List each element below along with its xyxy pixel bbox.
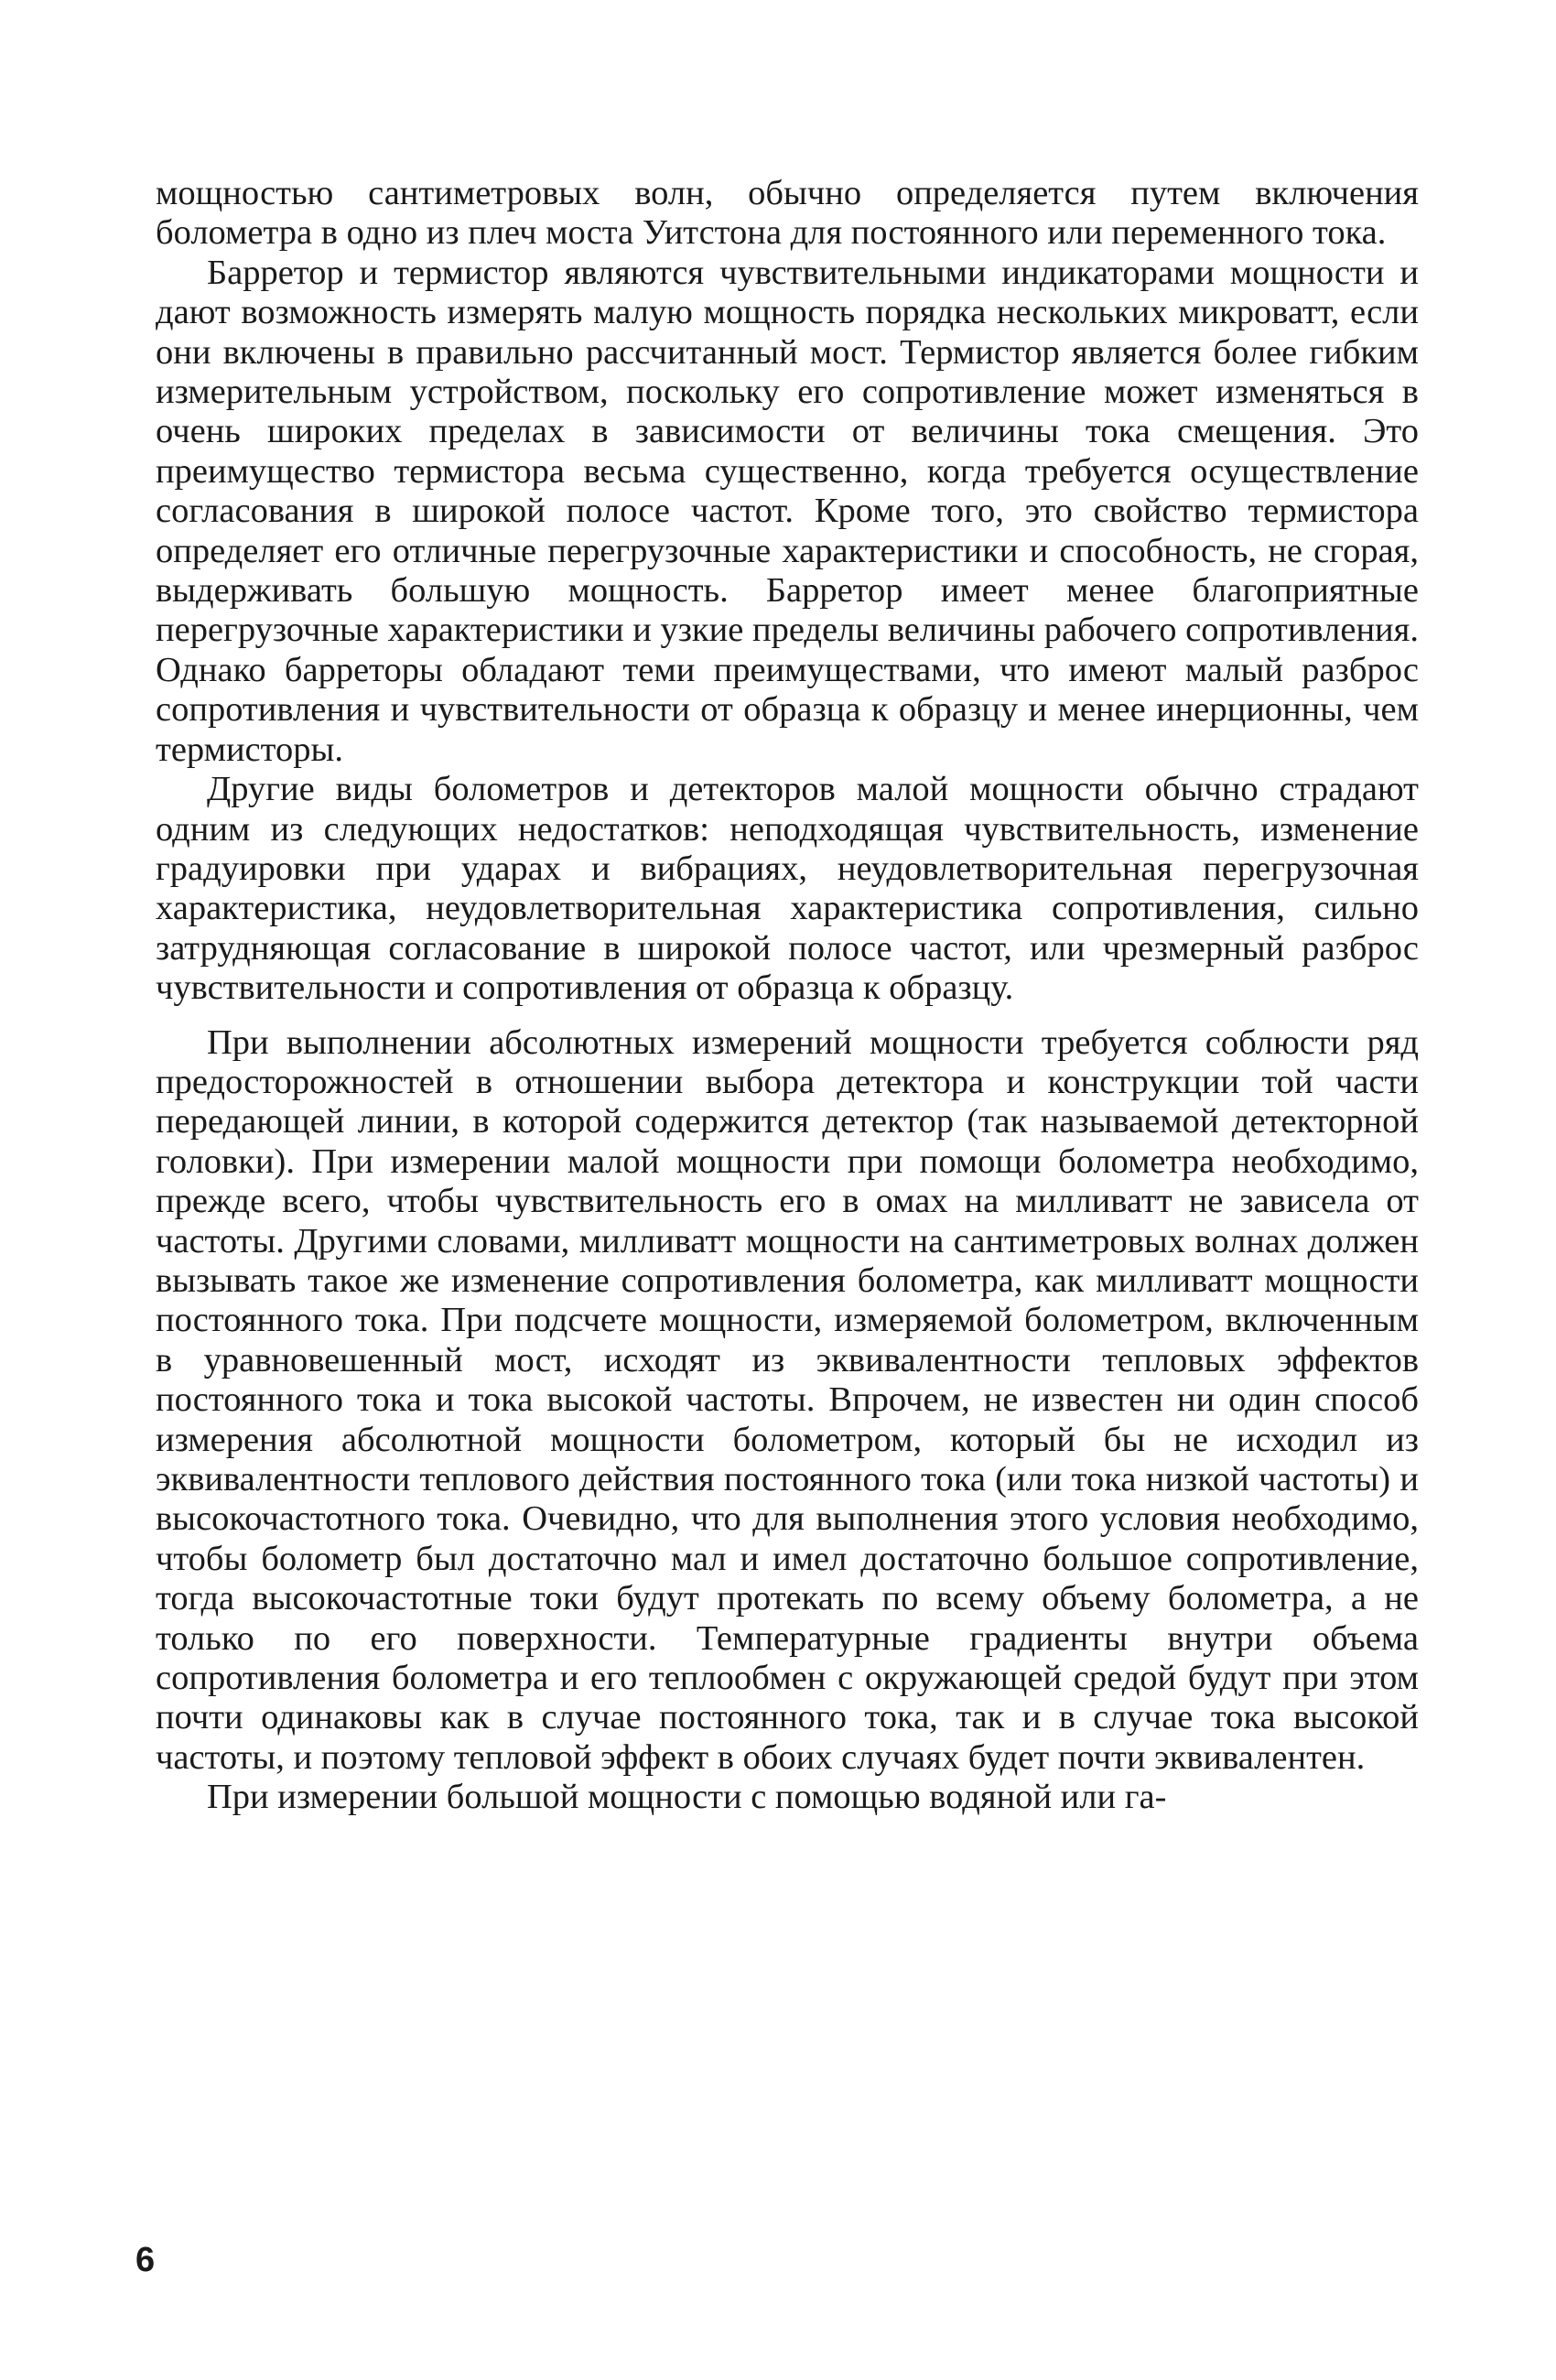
paragraph-2: Барретор и термистор являются чувствительными индикаторами мощности и дают возможность измерять малую мощность порядка нескольких микроватт, если они включены в правильно рассчитанный мост. Термистор является более гибким измерительным устройством, поскольку его сопротивление может изменяться в очень широких пределах в зависимости от величины тока смещения. Это преимущество термистора весьма существенно, когда требуется осуществление согласования в широкой полосе частот. Кроме того, это свойство термистора определяет его отличные перегрузочные характеристики и способность, не сгорая, выдерживать большую мощность. Барретор имеет менее благоприятные перегрузочные характеристики и узкие пределы величины рабочего сопротивления. Однако барреторы обладают теми преимуществами, что имеют малый разброс сопротивления и чувствительности от образца к образцу и менее инерционны, чем термисторы. xyxy=(156,253,1419,769)
paragraph-5: При измерении большой мощности с помощью водяной или га- xyxy=(207,1778,1167,1817)
page-number: 6 xyxy=(135,2241,156,2279)
page-body xyxy=(156,174,1419,1818)
paragraph-1: мощностью сантиметровых волн, обычно определяется путем включения болометра в одно из плеч моста Уитстона для постоянного или переменного тока. xyxy=(156,174,1419,253)
paragraph-4: При выполнении абсолютных измерений мощности требуется соблюсти ряд предосторожностей в отношении выбора детектора и конструкции той части передающей линии, в которой содержится детектор (так называемой детекторной головки). При измерении малой мощности при помощи болометра необходимо, прежде всего, чтобы чувствительность его в омах на милливатт не зависела от частоты. Другими словами, милливатт мощности на сантиметровых волнах должен вызывать такое же изменение сопротивления болометра, как милливатт мощности постоянного тока. При подсчете мощности, измеряемой болометром, включенным в уравновешенный мост, исходят из эквивалентности тепловых эффектов постоянного тока и тока высокой частоты. Впрочем, не известен ни один способ измерения абсолютной мощности болометром, который бы не исходил из эквивалентности теплового действия постоянного тока (или тока низкой частоты) и высокочастотного тока. Очевидно, что для выполнения этого условия необходимо, чтобы болометр был достаточно мал и имел достаточно большое сопротивление, тогда высокочастотные токи будут протекать по всему объему болометра, а не только по его поверхности. Температурные градиенты внутри объема сопротивления болометра и его теплообмен с окружающей средой будут при этом почти одинаковы как в случае постоянного тока, так и в случае тока высокой частоты, и поэтому тепловой эффект в обоих случаях будет почти эквивалентен. xyxy=(156,1022,1419,1777)
paragraph-3: Другие виды болометров и детекторов малой мощности обычно страдают одним из следующих недостатков: неподходящая чувствительность, изменение градуировки при ударах и вибрациях, неудовлетворительная перегрузочная характеристика, неудовлетворительная характеристика сопротивления, сильно затрудняющая согласование в широкой полосе частот, или чрезмерный разброс чувствительности и сопротивления от образца к образцу. xyxy=(156,770,1419,1008)
